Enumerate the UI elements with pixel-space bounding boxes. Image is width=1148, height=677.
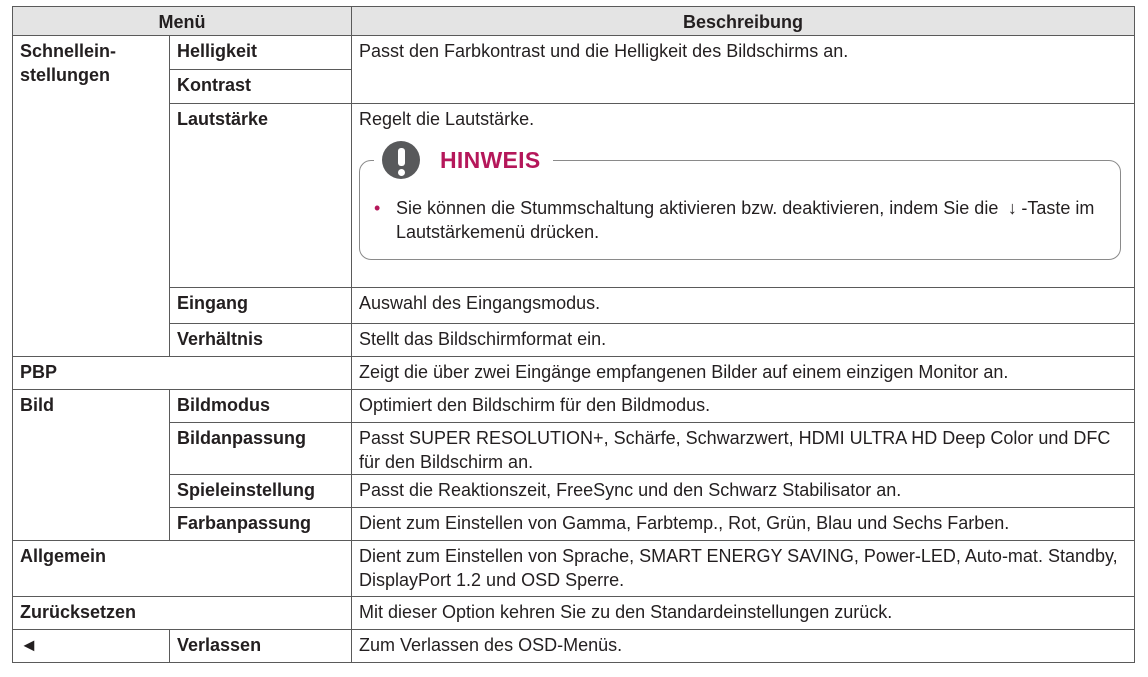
submenu-farbanpassung: Farbanpassung: [170, 508, 352, 541]
table-row: [13, 423, 1135, 475]
osd-menu-table: [12, 6, 1135, 663]
hinweis-body: [374, 196, 1100, 244]
submenu-bildmodus: Bildmodus: [170, 390, 352, 423]
desc-lautstaerke: [352, 104, 1135, 288]
hinweis-text: [396, 196, 1100, 244]
menu-schnelleinstellungen-label: Schnellein-stellungen: [20, 41, 117, 85]
back-arrow-icon: ◄: [13, 630, 170, 663]
desc-pbp: Zeigt die über zwei Eingänge empfangenen Bilder auf einem einzigen Monitor an.: [352, 357, 1135, 390]
submenu-verlassen: Verlassen: [170, 630, 352, 663]
submenu-kontrast: Kontrast: [170, 70, 352, 104]
desc-farbanpassung: Dient zum Einstellen von Gamma, Farbtemp., Rot, Grün, Blau und Sechs Farben.: [352, 508, 1135, 541]
desc-bildmodus: Optimiert den Bildschirm für den Bildmodus.: [352, 390, 1135, 423]
desc-bildanpassung: Passt SUPER RESOLUTION+, Schärfe, Schwarzwert, HDMI ULTRA HD Deep Color und DFC für den Bildschirm an.: [352, 423, 1135, 475]
header-menu: Menü: [13, 7, 352, 36]
table-row: [13, 541, 1135, 597]
hinweis-text-part1: Sie können die Stummschaltung aktivieren bzw. deaktivieren, indem Sie die: [396, 198, 999, 218]
desc-eingang: Auswahl des Eingangsmodus.: [352, 288, 1135, 324]
hinweis-header: [374, 137, 553, 183]
desc-verlassen: Zum Verlassen des OSD-Menüs.: [352, 630, 1135, 663]
desc-zuruecksetzen: Mit dieser Option kehren Sie zu den Standardeinstellungen zurück.: [352, 597, 1135, 630]
menu-bild: Bild: [13, 390, 170, 541]
menu-allgemein: Allgemein: [13, 541, 352, 597]
hinweis-note-box: [359, 147, 1121, 260]
menu-pbp: PBP: [13, 357, 352, 390]
menu-zuruecksetzen: Zurücksetzen: [13, 597, 352, 630]
hinweis-text-part2: -Taste im Lautstärkemenü drücken.: [396, 198, 1095, 242]
submenu-lautstaerke: Lautstärke: [170, 104, 352, 288]
table-row: [13, 630, 1135, 663]
desc-verhaeltnis: Stellt das Bildschirmformat ein.: [352, 324, 1135, 357]
table-row: [13, 288, 1135, 324]
table-row: [13, 390, 1135, 423]
table-row: [13, 508, 1135, 541]
desc-allgemein: Dient zum Einstellen von Sprache, SMART ENERGY SAVING, Power-LED, Auto-mat. Standby, DisplayPort 1.2 und OSD Sperre.: [352, 541, 1135, 597]
bullet-icon: •: [374, 198, 381, 218]
arrow-down-icon: ↓: [1007, 198, 1017, 218]
desc-spieleinstellung: Passt die Reaktionszeit, FreeSync und den Schwarz Stabilisator an.: [352, 475, 1135, 508]
submenu-spieleinstellung: Spieleinstellung: [170, 475, 352, 508]
submenu-bildanpassung: Bildanpassung: [170, 423, 352, 475]
table-header-row: [13, 7, 1135, 36]
menu-schnelleinstellungen: [13, 36, 170, 357]
submenu-helligkeit: Helligkeit: [170, 36, 352, 70]
exclamation-icon: [382, 141, 420, 179]
table-row: [13, 597, 1135, 630]
desc-lautstaerke-text: Regelt die Lautstärke.: [359, 109, 535, 129]
hinweis-title: HINWEIS: [440, 147, 541, 173]
table-row: [13, 324, 1135, 357]
table-row: [13, 104, 1135, 288]
submenu-verhaeltnis: Verhältnis: [170, 324, 352, 357]
table-row: [13, 36, 1135, 70]
submenu-eingang: Eingang: [170, 288, 352, 324]
header-description: Beschreibung: [352, 7, 1135, 36]
table-row: [13, 475, 1135, 508]
table-row: [13, 357, 1135, 390]
desc-helligkeit-kontrast: Passt den Farbkontrast und die Helligkeit des Bildschirms an.: [352, 36, 1135, 104]
